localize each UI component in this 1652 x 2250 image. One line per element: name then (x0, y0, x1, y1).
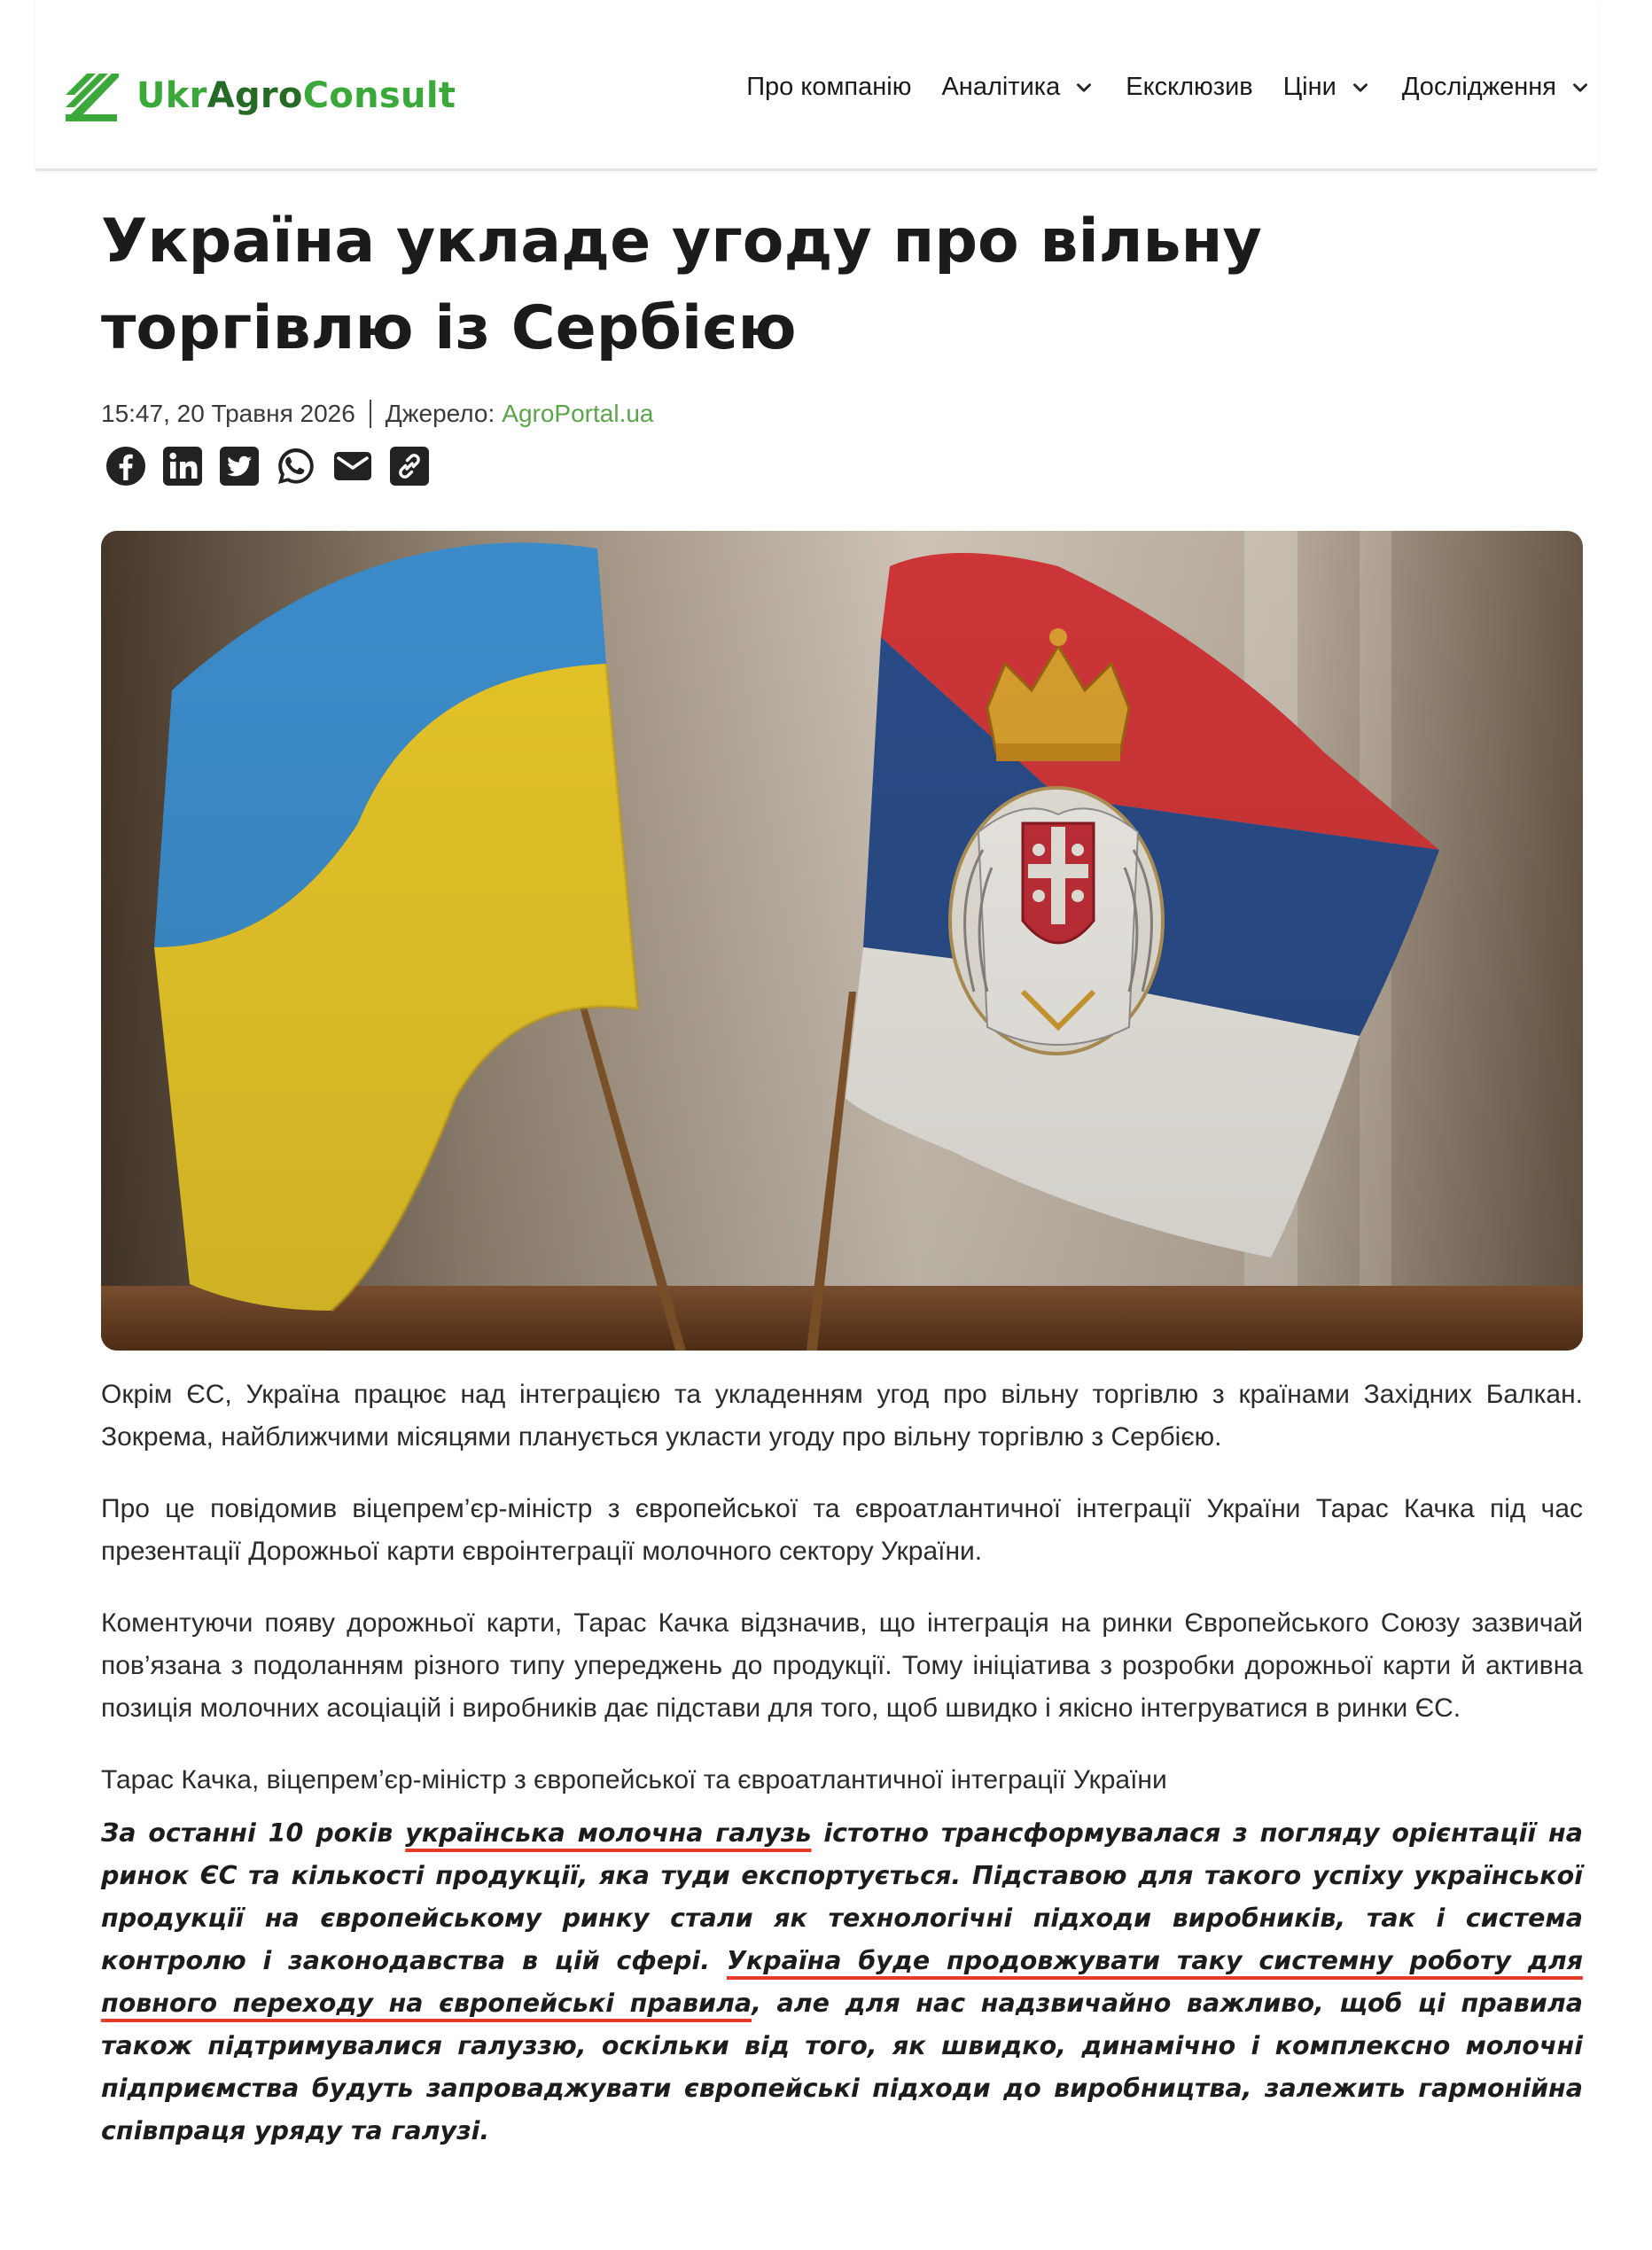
article-body (101, 1374, 1583, 2182)
article-paragraph: Про це повідомив віцепрем’єр-міністр з європейської та євроатлантичної інтеграції України Тарас Качка під час презентації Дорожньої карти євроінтеграції молочного сектору України. (101, 1494, 1583, 1566)
quote-caption: Тарас Качка, віцепрем’єр-міністр з європейської та євроатлантичної інтеграції України (101, 1765, 1167, 1795)
quote-segment: істотно трансформувалася з погляду орієнтації на ринок ЄС та кількості продукції, яка туди експортується. Підставою для такого успіху української продукції на європейському ринку стали як технологічні підходи виробників, так і система контролю і законодавства в цій сфері. (101, 1818, 1583, 1975)
source-label: Джерело: (385, 400, 495, 427)
main-nav (716, 73, 1592, 102)
quote-segment: , але для нас надзвичайно важливо, щоб ці правила також підтримувалися галуззю, оскільки від того, як швидко, динамічно і комплексно молочні підприємства будуть запроваджувати європейські підходи до виробництва, залежить гармонійна співпраця уряду та галузі. (101, 1989, 1583, 2145)
chevron-down-icon (1349, 76, 1372, 99)
nav-item-label: Про компанію (746, 73, 912, 101)
highlighted-phrase: українська молочна галузь (405, 1818, 812, 1848)
quote-segment: За останні 10 років (101, 1818, 406, 1848)
share-facebook-button[interactable] (105, 445, 147, 487)
nav-item-prices[interactable] (1283, 73, 1372, 102)
article-paragraph: Окрім ЄС, Україна працює над інтеграцією та укладенням угод про вільну торгівлю з країнами Західних Балкан. Зокрема, найближчими місяцями планується укласти угоду про вільну торгівлю з Сербією. (101, 1380, 1583, 1452)
nav-item-label: Аналітика (941, 73, 1061, 101)
share-bar (105, 445, 431, 487)
site-logo[interactable] (64, 67, 456, 124)
nav-item-about[interactable] (746, 73, 911, 102)
whatsapp-icon (275, 445, 317, 487)
nav-item-label: Ексклюзив (1126, 73, 1253, 101)
nav-item-label: Дослідження (1401, 73, 1556, 101)
chevron-down-icon (1072, 76, 1095, 99)
share-twitter-button[interactable] (218, 445, 261, 487)
logo-icon (64, 68, 119, 123)
nav-item-analytics[interactable] (941, 73, 1095, 102)
nav-item-label: Ціни (1282, 73, 1336, 101)
chevron-down-icon (1569, 76, 1592, 99)
hero-image-ukraine-serbia-flags (101, 531, 1583, 1351)
logo-text: UkrAgroConsult (136, 75, 456, 116)
article-paragraph: Коментуючи появу дорожньої карти, Тарас Качка відзначив, що інтеграція на ринки Європейського Союзу зазвичай пов’язана з подоланням різного типу упереджень до продукції. Тому ініціатива з розробки дорожньої карти й активна позиція молочних асоціацій і виробників дає підстави для того, щоб швидко і якісно інтегруватися в ринки ЄС. (101, 1608, 1583, 1723)
nav-item-exclusive[interactable] (1126, 73, 1252, 102)
email-icon (331, 445, 374, 487)
share-whatsapp-button[interactable] (275, 445, 317, 487)
article-meta (101, 400, 654, 428)
article-datetime: 15:47, 20 Травня 2026 (101, 400, 355, 427)
highlighted-phrase: Україна буде продовжувати таку системну роботу для повного переходу на європейські правила (101, 1946, 1583, 2018)
share-copy-link-button[interactable] (388, 445, 431, 487)
quote-text (101, 1812, 1583, 2153)
share-email-button[interactable] (331, 445, 374, 487)
page-title: Україна укладе угоду про вільну торгівлю із Сербією (101, 206, 1262, 363)
linkedin-icon (161, 445, 204, 487)
flags-photo (101, 531, 1583, 1351)
meta-divider (370, 400, 371, 428)
facebook-icon (105, 445, 147, 487)
source-link[interactable]: AgroPortal.ua (502, 400, 654, 427)
share-linkedin-button[interactable] (161, 445, 204, 487)
twitter-icon (218, 445, 261, 487)
nav-item-research[interactable] (1402, 73, 1592, 102)
copy-link-icon (388, 445, 431, 487)
